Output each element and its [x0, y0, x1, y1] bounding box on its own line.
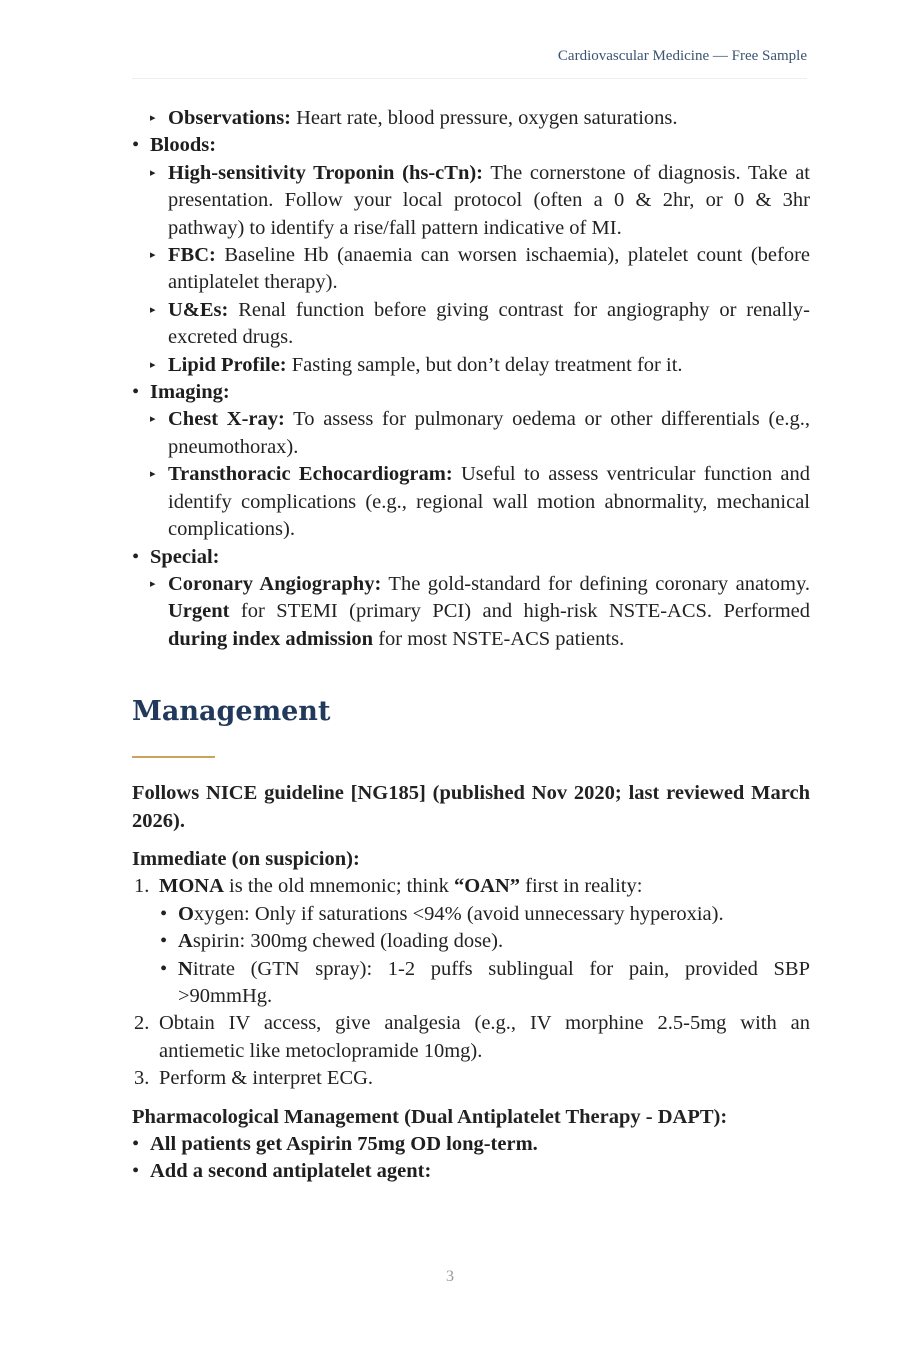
item-label: FBC:	[168, 244, 216, 267]
triangle-bullet-icon: ▸	[150, 303, 156, 316]
item-label: High-sensitivity Troponin (hs-cTn):	[168, 161, 484, 184]
item-text: Heart rate, blood pressure, oxygen saturations.	[291, 107, 678, 129]
list-item-bloods	[132, 132, 810, 159]
triangle-bullet-icon: ▸	[150, 112, 156, 124]
item-label: Add a second antiplatelet agent:	[150, 1160, 432, 1183]
bullet-icon: •	[132, 545, 140, 568]
list-item-step-3	[132, 1065, 810, 1092]
list-item-echocardiogram	[132, 461, 810, 543]
item-label: Coronary Angiography:	[168, 572, 382, 595]
bullet-icon: •	[160, 957, 168, 980]
page-content	[132, 105, 810, 1186]
list-item-ues	[132, 297, 810, 352]
triangle-bullet-icon: ▸	[150, 358, 156, 371]
list-item-second-antiplatelet	[132, 1158, 810, 1185]
emphasis-index-admission: during index admission	[168, 627, 374, 650]
heading-accent-rule	[132, 756, 215, 758]
bullet-icon: •	[160, 930, 168, 953]
bullet-icon: •	[132, 381, 140, 404]
subheading-pharmacological: Pharmacological Management (Dual Antiplatelet Therapy - DAPT):	[132, 1105, 728, 1128]
list-item-aspirin-long-term	[132, 1131, 810, 1158]
item-label: Special:	[150, 545, 220, 568]
list-number: 2.	[134, 1012, 150, 1035]
list-number: 3.	[134, 1067, 150, 1090]
item-label: U&Es:	[168, 298, 229, 321]
item-label: All patients get Aspirin 75mg OD long-term.	[150, 1133, 538, 1155]
list-item-chest-xray	[132, 406, 810, 461]
emphasis-urgent: Urgent	[168, 600, 230, 623]
list-item-special	[132, 544, 810, 571]
running-header: Cardiovascular Medicine — Free Sample	[557, 48, 807, 64]
item-text: To assess for pulmonary oedema or other differentials (e.g., pneumothorax).	[168, 408, 810, 458]
list-item-aspirin	[132, 928, 810, 955]
item-label: Imaging:	[150, 381, 230, 404]
bullet-icon: •	[132, 134, 140, 157]
list-item-step-1	[132, 873, 810, 900]
item-text: spirin: 300mg chewed (loading dose).	[192, 930, 504, 953]
triangle-bullet-icon: ▸	[150, 468, 156, 481]
mnemonic-letter: O	[178, 902, 194, 925]
mnemonic-letter: A	[178, 930, 193, 953]
list-item-coronary-angiography	[132, 571, 810, 653]
item-label: Chest X-ray:	[168, 408, 285, 431]
item-label: Observations:	[168, 107, 291, 129]
item-label: Bloods:	[150, 134, 217, 157]
item-text: Obtain IV access, give analgesia (e.g., IV morphine 2.5-5mg with an antiemetic like metoclopramide 10mg).	[159, 1012, 810, 1062]
bullet-icon: •	[132, 1160, 140, 1183]
list-item-fbc	[132, 242, 810, 297]
item-text: The gold-standard for defining coronary anatomy.	[381, 572, 810, 595]
item-text: Baseline Hb (anaemia can worsen ischaemia), platelet count (before antiplatelet therapy).	[168, 244, 810, 294]
guideline-statement: Follows NICE guideline [NG185] (published Nov 2020; last reviewed March 2026).	[132, 782, 810, 832]
item-label: Transthoracic Echocardiogram:	[168, 463, 453, 486]
triangle-bullet-icon: ▸	[150, 249, 156, 262]
item-text: first in reality:	[520, 875, 643, 898]
item-text: for STEMI (primary PCI) and high-risk NSTE-ACS. Performed	[229, 600, 810, 623]
list-number: 1.	[134, 875, 150, 898]
emphasis-mona: MONA	[159, 875, 224, 898]
item-text: is the old mnemonic; think	[223, 875, 454, 898]
triangle-bullet-icon: ▸	[150, 577, 156, 590]
item-text: xygen: Only if saturations <94% (avoid unnecessary hyperoxia).	[193, 902, 724, 925]
list-item-lipid-profile	[132, 352, 810, 379]
bullet-icon: •	[132, 1133, 140, 1155]
bullet-icon: •	[160, 902, 168, 925]
subheading-immediate: Immediate (on suspicion):	[132, 847, 360, 870]
item-text: for most NSTE-ACS patients.	[373, 627, 625, 650]
list-item-imaging	[132, 379, 810, 406]
item-text: Perform & interpret ECG.	[159, 1067, 374, 1090]
triangle-bullet-icon: ▸	[150, 413, 156, 426]
list-item-troponin	[132, 160, 810, 242]
mnemonic-letter: N	[178, 957, 193, 980]
item-text: Useful to assess ventricular function and identify complications (e.g., regional wall motion abnormality, mechanical complications).	[168, 463, 810, 541]
emphasis-oan: “OAN”	[453, 875, 521, 898]
item-text: The cornerstone of diagnosis. Take at presentation. Follow your local protocol (often a 0 & 2hr, or 0 & 3hr pathway) to identify a rise/fall pattern indicative of MI.	[168, 161, 811, 239]
item-text: itrate (GTN spray): 1-2 puffs sublingual for pain, provided SBP >90mmHg.	[178, 957, 810, 1007]
section-heading-management: Management	[132, 696, 331, 728]
item-label: Lipid Profile:	[168, 353, 287, 376]
triangle-bullet-icon: ▸	[150, 166, 156, 179]
list-item-observations	[132, 105, 810, 132]
item-text: Fasting sample, but don’t delay treatment for it.	[286, 353, 683, 376]
header-divider	[132, 78, 807, 79]
list-item-step-2	[132, 1010, 810, 1065]
item-text: Renal function before giving contrast for angiography or renally-excreted drugs.	[168, 298, 810, 349]
list-item-oxygen	[132, 901, 810, 928]
page-number: 3	[446, 1268, 454, 1285]
list-item-nitrate	[132, 956, 810, 1011]
